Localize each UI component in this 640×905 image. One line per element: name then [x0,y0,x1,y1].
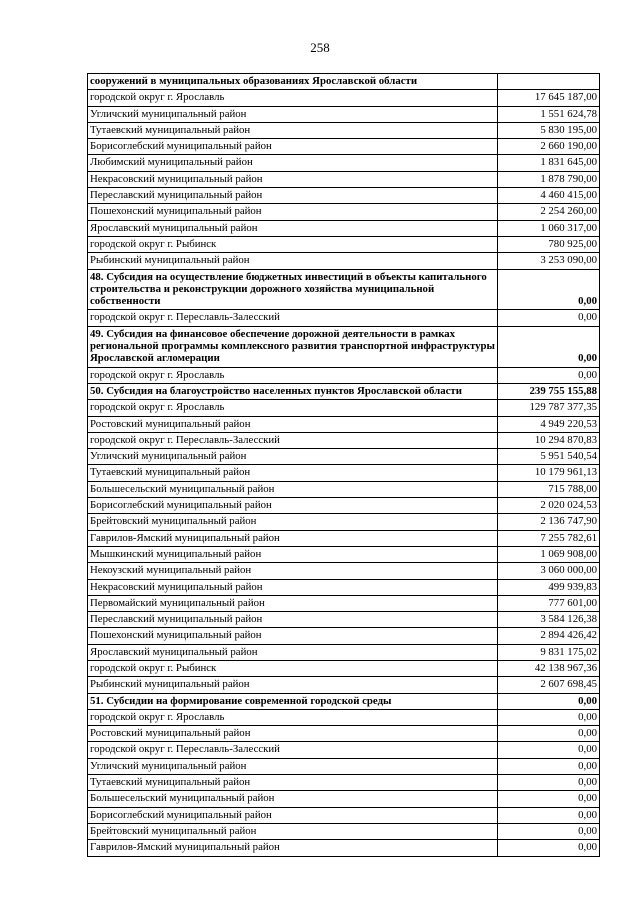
row-value: 1 878 790,00 [498,171,600,187]
row-value: 3 253 090,00 [498,253,600,269]
subsidy-table-body [88,74,600,857]
row-value: 2 136 747,90 [498,514,600,530]
table-row [88,775,600,791]
table-row [88,310,600,326]
row-name: Борисоглебский муниципальный район [88,139,498,155]
row-value: 0,00 [498,840,600,856]
row-value: 499 939,83 [498,579,600,595]
row-name: Переславский муниципальный район [88,612,498,628]
row-value: 42 138 967,36 [498,660,600,676]
table-row [88,90,600,106]
row-value: 0,00 [498,775,600,791]
row-value: 0,00 [498,726,600,742]
row-name: Брейтовский муниципальный район [88,514,498,530]
row-value: 2 254 260,00 [498,204,600,220]
row-value: 7 255 782,61 [498,530,600,546]
table-row [88,823,600,839]
row-name: Тутаевский муниципальный район [88,775,498,791]
row-name: Рыбинский муниципальный район [88,677,498,693]
row-name: Угличский муниципальный район [88,758,498,774]
row-name: 48. Субсидия на осуществление бюджетных инвестиций в объекты капитального строительства и реконструкции дорожного хозяйства муниципальной собственности [88,269,498,310]
row-value: 2 020 024,53 [498,498,600,514]
table-row [88,465,600,481]
row-name: 51. Субсидии на формирование современной городской среды [88,693,498,709]
row-value: 5 951 540,54 [498,449,600,465]
row-name: сооружений в муниципальных образованиях Ярославской области [88,74,498,90]
row-value: 0,00 [498,310,600,326]
table-row [88,449,600,465]
table-row [88,155,600,171]
row-value: 3 584 126,38 [498,612,600,628]
row-value: 239 755 155,88 [498,383,600,399]
table-row [88,481,600,497]
row-name: Тутаевский муниципальный район [88,122,498,138]
row-value: 1 069 908,00 [498,546,600,562]
row-value: 0,00 [498,326,600,367]
row-name: Брейтовский муниципальный район [88,823,498,839]
row-name: Ярославский муниципальный район [88,644,498,660]
table-row [88,709,600,725]
row-value: 2 607 698,45 [498,677,600,693]
row-name: Борисоглебский муниципальный район [88,498,498,514]
row-name: городской округ г. Рыбинск [88,660,498,676]
row-value: 9 831 175,02 [498,644,600,660]
row-value: 129 787 377,35 [498,400,600,416]
table-row [88,139,600,155]
row-value: 5 830 195,00 [498,122,600,138]
row-name: Угличский муниципальный район [88,106,498,122]
row-value: 0,00 [498,791,600,807]
table-row [88,171,600,187]
row-name: Переславский муниципальный район [88,188,498,204]
row-value: 10 294 870,83 [498,432,600,448]
row-value: 715 788,00 [498,481,600,497]
row-value: 0,00 [498,807,600,823]
section-header-row [88,326,600,367]
row-name: городской округ г. Ярославль [88,367,498,383]
row-name: городской округ г. Ярославль [88,400,498,416]
table-row [88,628,600,644]
row-name: городской округ г. Переславль-Залесский [88,310,498,326]
row-name: 50. Субсидия на благоустройство населенных пунктов Ярославской области [88,383,498,399]
section-header-row [88,269,600,310]
table-row [88,416,600,432]
table-row [88,400,600,416]
row-value: 777 601,00 [498,595,600,611]
row-name: Ярославский муниципальный район [88,220,498,236]
row-value: 780 925,00 [498,236,600,252]
table-row [88,253,600,269]
table-row [88,546,600,562]
row-value: 0,00 [498,709,600,725]
row-value: 3 060 000,00 [498,563,600,579]
row-name: Некрасовский муниципальный район [88,171,498,187]
table-row [88,840,600,856]
row-value: 4 460 415,00 [498,188,600,204]
table-row [88,236,600,252]
row-name: городской округ г. Ярославль [88,90,498,106]
section-header-row [88,693,600,709]
table-row [88,579,600,595]
table-row [88,563,600,579]
row-value: 0,00 [498,742,600,758]
row-name: Первомайский муниципальный район [88,595,498,611]
row-value: 2 660 190,00 [498,139,600,155]
row-value: 1 831 645,00 [498,155,600,171]
row-name: Пошехонский муниципальный район [88,204,498,220]
table-row [88,498,600,514]
table-row [88,791,600,807]
row-name: Пошехонский муниципальный район [88,628,498,644]
table-row [88,726,600,742]
table-row [88,742,600,758]
row-value: 0,00 [498,758,600,774]
table-row [88,188,600,204]
row-name: Борисоглебский муниципальный район [88,807,498,823]
table-row [88,758,600,774]
table-row [88,106,600,122]
row-value: 0,00 [498,269,600,310]
row-name: Некрасовский муниципальный район [88,579,498,595]
row-name: Гаврилов-Ямский муниципальный район [88,530,498,546]
row-name: Некоузский муниципальный район [88,563,498,579]
row-name: Мышкинский муниципальный район [88,546,498,562]
row-value: 2 894 426,42 [498,628,600,644]
row-value: 17 645 187,00 [498,90,600,106]
table-row [88,677,600,693]
table-row [88,432,600,448]
section-header-row [88,383,600,399]
row-name: городской округ г. Переславль-Залесский [88,432,498,448]
row-value: 1 551 624,78 [498,106,600,122]
row-name: городской округ г. Ярославль [88,709,498,725]
row-name: Любимский муниципальный район [88,155,498,171]
row-name: Гаврилов-Ямский муниципальный район [88,840,498,856]
row-name: Угличский муниципальный район [88,449,498,465]
row-name: Большесельский муниципальный район [88,481,498,497]
table-row [88,644,600,660]
row-name: Тутаевский муниципальный район [88,465,498,481]
row-name: 49. Субсидия на финансовое обеспечение дорожной деятельности в рамках региональной программы комплексного развития транспортной инфраструктуры Ярославской агломерации [88,326,498,367]
row-name: Ростовский муниципальный район [88,416,498,432]
table-row [88,220,600,236]
table-row [88,807,600,823]
row-name: Рыбинский муниципальный район [88,253,498,269]
table-row [88,204,600,220]
table-row [88,595,600,611]
row-value: 10 179 961,13 [498,465,600,481]
section-header-row [88,74,600,90]
row-value [498,74,600,90]
row-value: 0,00 [498,823,600,839]
table-row [88,530,600,546]
row-value: 0,00 [498,367,600,383]
row-value: 4 949 220,53 [498,416,600,432]
table-row [88,367,600,383]
row-value: 1 060 317,00 [498,220,600,236]
row-value: 0,00 [498,693,600,709]
table-row [88,612,600,628]
page-number: 258 [310,40,330,55]
row-name: городской округ г. Рыбинск [88,236,498,252]
row-name: Ростовский муниципальный район [88,726,498,742]
table-row [88,122,600,138]
row-name: Большесельский муниципальный район [88,791,498,807]
table-row [88,514,600,530]
table-row [88,660,600,676]
row-name: городской округ г. Переславль-Залесский [88,742,498,758]
subsidy-table [87,73,600,857]
